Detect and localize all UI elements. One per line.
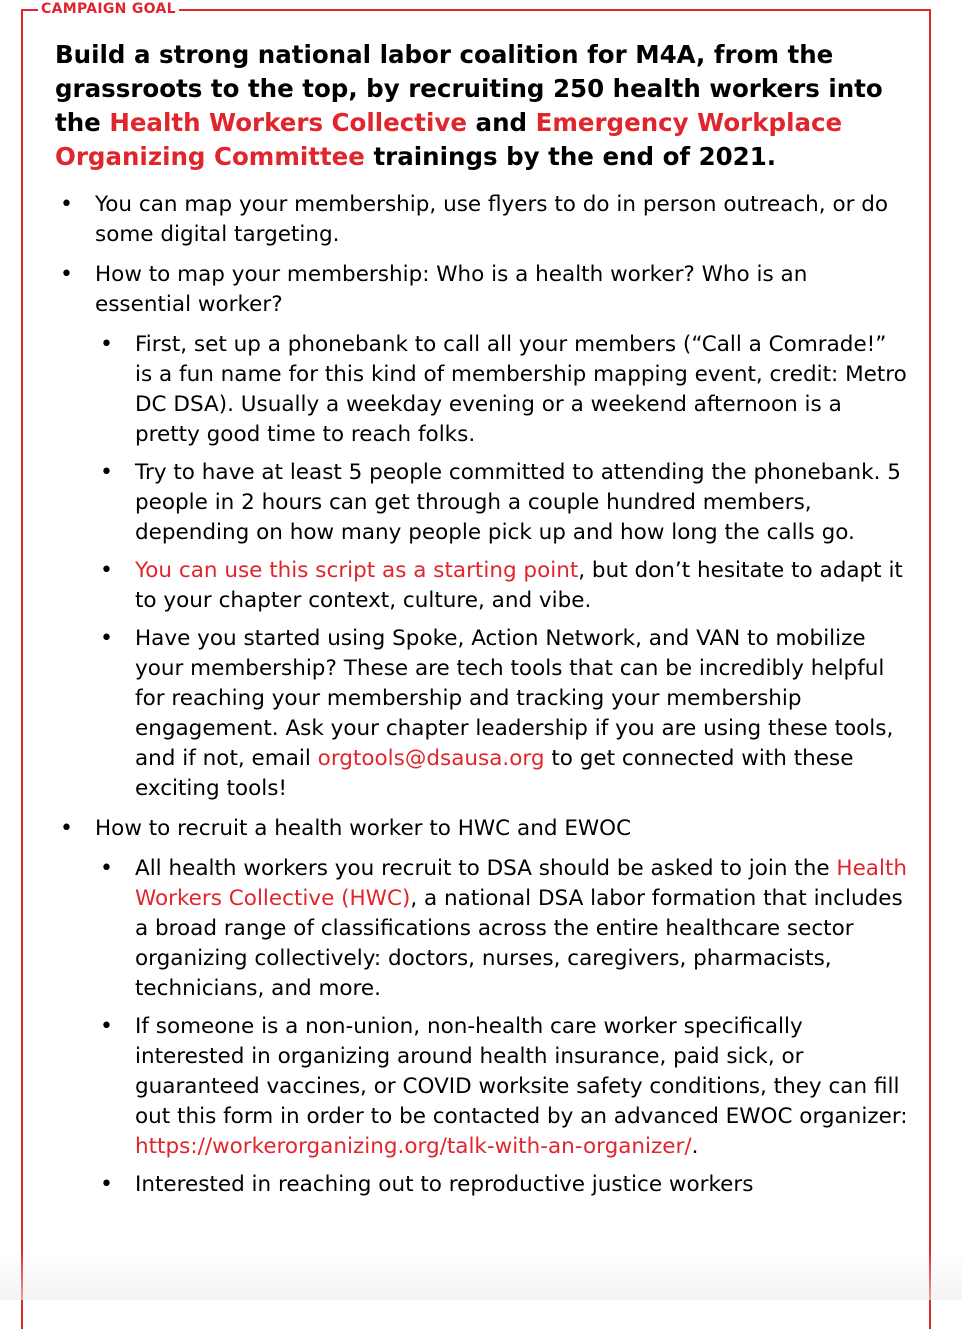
sub-list xyxy=(95,330,908,804)
list-item xyxy=(95,330,908,450)
section-legend: CAMPAIGN GOAL xyxy=(38,0,179,18)
email-link[interactable]: orgtools@dsausa.org xyxy=(317,746,545,771)
hwc-link-inline[interactable]: Health Workers Collective (HWC) xyxy=(135,856,908,911)
bullet-text: All health workers you recruit to DSA should be asked to join the xyxy=(135,856,837,881)
bullet-text: , but don’t hesitate to adapt it to your chapter context, culture, and vibe. xyxy=(135,558,903,613)
hwc-link[interactable]: Health Workers Collective xyxy=(109,108,468,137)
list-item xyxy=(58,190,908,250)
bullet-text: If someone is a non-union, non-health care worker specifically interested in organizing around health insurance, paid sick, or guaranteed vaccines, or COVID worksite safety conditions, they can fill out this form in order to be contacted by an advanced EWOC organizer: xyxy=(135,1014,908,1129)
list-item xyxy=(95,624,908,804)
bullet-text: Try to have at least 5 people committed to attending the phonebank. 5 people in 2 hours can get through a couple hundred members, depending on how many people pick up and how long the calls go. xyxy=(135,460,901,545)
bullet-text: Have you started using Spoke, Action Network, and VAN to mobilize your membership? These are tech tools that can be incredibly helpful for reaching your membership and tracking your membership engagement. Ask your chapter leadership if you are using these tools, and if not, email xyxy=(135,626,894,771)
bullet-text: . xyxy=(691,1134,699,1159)
ewoc-form-link[interactable]: https://workerorganizing.org/talk-with-an-organizer/ xyxy=(135,1134,692,1159)
bullet-text: , a national DSA labor formation that includes a broad range of classifications across the entire healthcare sector organizing collectively: doctors, nurses, caregivers, pharmacists, technicians, and more. xyxy=(135,886,903,1001)
list-item xyxy=(58,814,908,1200)
list-item xyxy=(58,260,908,804)
ewoc-link[interactable]: Emergency Workplace Organizing Committee xyxy=(55,108,843,171)
bullet-text: First, set up a phonebank to call all your members (“Call a Comrade!” is a fun name for this kind of membership mapping event, credit: Metro DC DSA). Usually a weekday evening or a weekend afternoon is a pretty good time to reach folks. xyxy=(135,332,907,447)
bullet-text: You can map your membership, use flyers to do in person outreach, or do some digital targeting. xyxy=(95,192,889,247)
goal-text-1: Build a strong national labor coalition for M4A, from the grassroots to the top, by recruiting 250 health workers into the xyxy=(55,40,883,137)
guidance-list xyxy=(58,190,908,1210)
goal-statement xyxy=(55,38,915,174)
list-item xyxy=(95,458,908,548)
goal-text-2: and xyxy=(467,108,536,137)
list-item xyxy=(95,1012,908,1162)
script-link[interactable]: You can use this script as a starting point xyxy=(135,558,579,583)
bullet-text: Interested in reaching out to reproductive justice workers xyxy=(135,1172,754,1197)
list-item xyxy=(95,1170,908,1200)
list-item xyxy=(95,556,908,616)
list-item xyxy=(95,854,908,1004)
sub-list xyxy=(95,854,908,1200)
bullet-text: to get connected with these exciting tools! xyxy=(135,746,854,801)
bullet-text: How to recruit a health worker to HWC and EWOC xyxy=(95,816,632,841)
goal-text-3: trainings by the end of 2021. xyxy=(364,142,777,171)
bullet-text: How to map your membership: Who is a health worker? Who is an essential worker? xyxy=(95,262,808,317)
